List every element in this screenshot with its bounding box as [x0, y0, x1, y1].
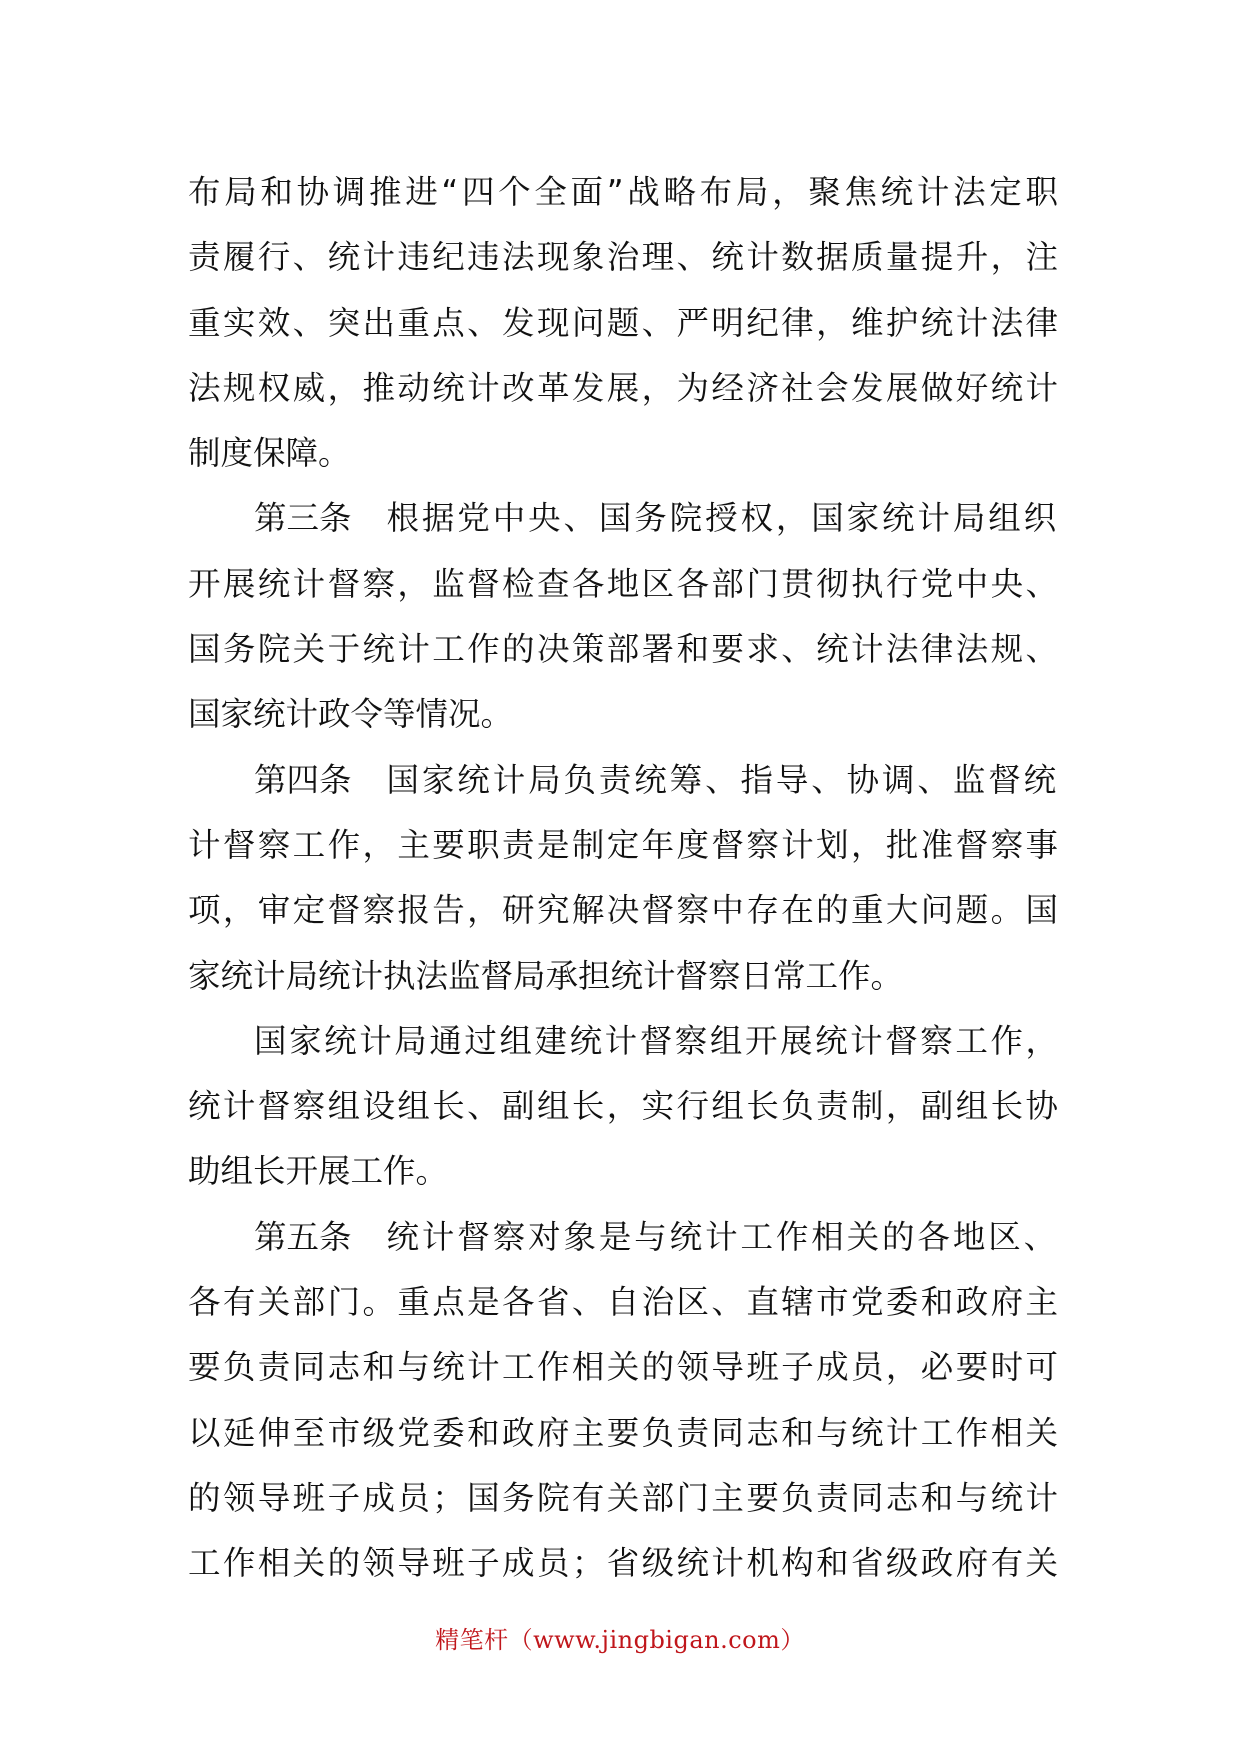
- text-line: [188, 225, 1058, 290]
- article-number: 第三条: [254, 499, 352, 538]
- line-text: 重实效、突出重点、发现问题、严明纪律，维护统计法律: [188, 303, 1058, 342]
- line-text: 的领导班子成员；国务院有关部门主要负责同志和与统计: [188, 1478, 1058, 1517]
- text-line: [188, 1205, 1058, 1270]
- text-line: [188, 682, 1058, 747]
- text-line: [188, 291, 1058, 356]
- line-text: 家统计局统计执法监督局承担统计督察日常工作。: [188, 956, 904, 995]
- line-text: 布局和协调推进“四个全面”战略布局，聚焦统计法定职: [188, 173, 1058, 211]
- line-text: 责履行、统计违纪违法现象治理、统计数据质量提升，注: [188, 238, 1058, 277]
- footer-watermark[interactable]: 精笔杆（www.jingbigan.com）: [435, 1626, 805, 1654]
- text-line: [188, 748, 1058, 813]
- line-text: 统计督察对象是与统计工作相关的各地区、: [385, 1217, 1058, 1256]
- text-line: [188, 878, 1058, 943]
- article-number: 第四条: [254, 760, 352, 799]
- line-text: 开展统计督察，监督检查各地区各部门贯彻执行党中央、: [188, 564, 1058, 603]
- text-line: [188, 160, 1058, 225]
- line-text: 各有关部门。重点是各省、自治区、直辖市党委和政府主: [188, 1283, 1058, 1322]
- text-line: [188, 1466, 1058, 1531]
- line-text: 国家统计局通过组建统计督察组开展统计督察工作，: [254, 1021, 1058, 1060]
- text-line: [188, 1401, 1058, 1466]
- line-text: 国家统计局负责统筹、指导、协调、监督统: [385, 760, 1058, 799]
- text-line: [188, 1009, 1058, 1074]
- line-text: 根据党中央、国务院授权，国家统计局组织: [385, 499, 1058, 538]
- article-number: 第五条: [254, 1217, 352, 1256]
- line-text: 工作相关的领导班子成员；省级统计机构和省级政府有关: [188, 1544, 1058, 1583]
- line-text: 制度保障。: [188, 434, 351, 473]
- line-text: 计督察工作，主要职责是制定年度督察计划，批准督察事: [188, 825, 1058, 864]
- line-text: 项，审定督察报告，研究解决督察中存在的重大问题。国: [188, 891, 1058, 930]
- text-line: [188, 552, 1058, 617]
- line-text: 法规权威，推动统计改革发展，为经济社会发展做好统计: [188, 368, 1058, 407]
- line-text: 要负责同志和与统计工作相关的领导班子成员，必要时可: [188, 1348, 1058, 1387]
- line-text: 助组长开展工作。: [188, 1152, 449, 1191]
- text-line: [188, 1139, 1058, 1204]
- text-line: [188, 1531, 1058, 1596]
- text-line: [188, 1074, 1058, 1139]
- text-line: [188, 356, 1058, 421]
- text-line: [188, 486, 1058, 551]
- line-text: 国务院关于统计工作的决策部署和要求、统计法律法规、: [188, 630, 1058, 669]
- line-text: 以延伸至市级党委和政府主要负责同志和与统计工作相关: [188, 1413, 1058, 1452]
- text-line: [188, 421, 1058, 486]
- document-body: [188, 160, 1058, 1597]
- text-line: [188, 617, 1058, 682]
- text-line: [188, 1270, 1058, 1335]
- text-line: [188, 944, 1058, 1009]
- line-text: 统计督察组设组长、副组长，实行组长负责制，副组长协: [188, 1087, 1058, 1126]
- text-line: [188, 813, 1058, 878]
- line-text: 国家统计政令等情况。: [188, 695, 514, 734]
- text-line: [188, 1335, 1058, 1400]
